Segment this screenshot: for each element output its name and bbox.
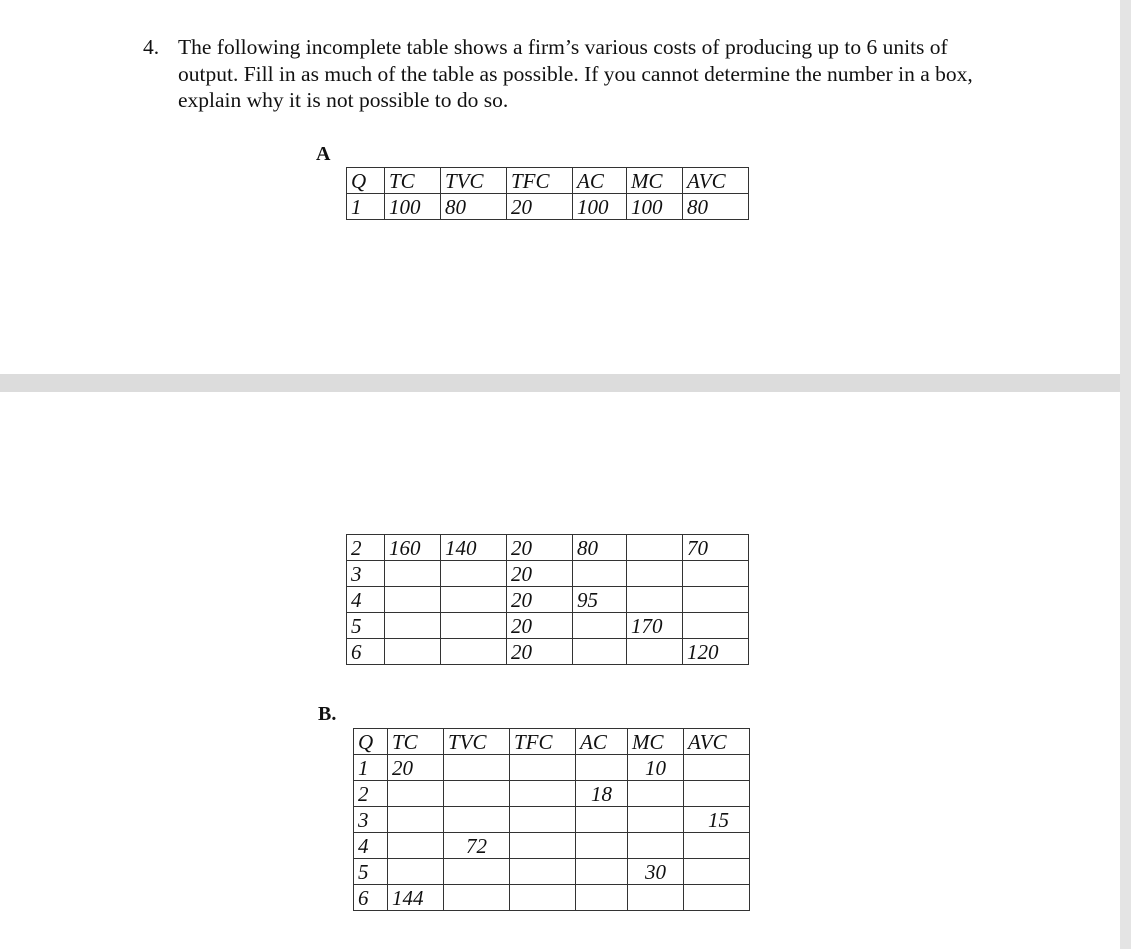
document-page-top [0, 0, 1120, 374]
table-cell [388, 807, 444, 833]
table-row [347, 535, 749, 561]
table-cell [684, 859, 750, 885]
table-cell: 80 [683, 194, 749, 220]
table-cell [683, 561, 749, 587]
table-cell [573, 639, 627, 665]
page-separator [0, 374, 1120, 392]
table-cell: 2 [347, 535, 385, 561]
table-cell [510, 885, 576, 911]
table-cell [684, 781, 750, 807]
table-cell [627, 587, 683, 613]
section-a-label: A [316, 143, 331, 165]
table-cell [684, 755, 750, 781]
table-cell: 80 [441, 194, 507, 220]
table-cell [628, 807, 684, 833]
table-cell [627, 639, 683, 665]
table-row [354, 833, 750, 859]
table-cell [576, 859, 628, 885]
table-cell [576, 755, 628, 781]
header-cell: AVC [684, 729, 750, 755]
table-cell [444, 859, 510, 885]
table-cell [441, 639, 507, 665]
table-cell: 5 [354, 859, 388, 885]
table-cell: 20 [507, 639, 573, 665]
table-cell [444, 807, 510, 833]
table-cell [510, 781, 576, 807]
table-cell [576, 833, 628, 859]
table-cell [576, 885, 628, 911]
table-cell: 5 [347, 613, 385, 639]
table-cell: 3 [354, 807, 388, 833]
table-row [347, 613, 749, 639]
table-cell: 20 [507, 194, 573, 220]
table-cell: 100 [573, 194, 627, 220]
table-cell [684, 833, 750, 859]
header-cell: TVC [444, 729, 510, 755]
table-cell [510, 807, 576, 833]
table-cell [385, 561, 441, 587]
header-cell: Q [354, 729, 388, 755]
table-cell: 20 [507, 535, 573, 561]
table-cell [385, 639, 441, 665]
table-cell [576, 807, 628, 833]
table-cell: 1 [354, 755, 388, 781]
table-row [347, 194, 749, 220]
header-cell: TVC [441, 168, 507, 194]
table-cell [627, 561, 683, 587]
header-cell: TC [388, 729, 444, 755]
header-cell: Q [347, 168, 385, 194]
table-cell: 2 [354, 781, 388, 807]
table-row [354, 807, 750, 833]
header-cell: AC [573, 168, 627, 194]
table-cell [628, 781, 684, 807]
table-cell [444, 885, 510, 911]
table-row [347, 639, 749, 665]
table-cell [628, 885, 684, 911]
table-cell [441, 613, 507, 639]
header-cell: TFC [510, 729, 576, 755]
table-cell: 6 [354, 885, 388, 911]
header-cell: TC [385, 168, 441, 194]
table-cell [444, 755, 510, 781]
header-cell: AVC [683, 168, 749, 194]
table-cell [573, 613, 627, 639]
table-cell: 120 [683, 639, 749, 665]
table-cell [684, 885, 750, 911]
table-cell: 4 [354, 833, 388, 859]
table-cell [510, 833, 576, 859]
table-cell: 160 [385, 535, 441, 561]
table-cell [627, 535, 683, 561]
table-cell [573, 561, 627, 587]
table-cell: 140 [441, 535, 507, 561]
header-cell: MC [627, 168, 683, 194]
table-row [347, 561, 749, 587]
table-cell [441, 587, 507, 613]
table-cell: 30 [628, 859, 684, 885]
table-cell [385, 613, 441, 639]
table-cell [385, 587, 441, 613]
table-row [347, 587, 749, 613]
table-cell: 3 [347, 561, 385, 587]
table-b [353, 728, 750, 911]
header-cell: TFC [507, 168, 573, 194]
table-cell [388, 859, 444, 885]
table-cell: 1 [347, 194, 385, 220]
table-cell: 100 [627, 194, 683, 220]
table-cell: 20 [507, 587, 573, 613]
table-cell [388, 781, 444, 807]
table-row [354, 885, 750, 911]
table-cell [510, 859, 576, 885]
header-cell: AC [576, 729, 628, 755]
table-cell: 144 [388, 885, 444, 911]
table-header-row [347, 168, 749, 194]
question-number: 4. [143, 35, 160, 59]
table-row [354, 755, 750, 781]
table-cell [510, 755, 576, 781]
table-a-part-1 [346, 167, 749, 220]
table-cell: 170 [627, 613, 683, 639]
table-cell: 10 [628, 755, 684, 781]
table-cell: 70 [683, 535, 749, 561]
table-cell: 18 [576, 781, 628, 807]
document-page-bottom [0, 392, 1120, 949]
table-cell: 100 [385, 194, 441, 220]
table-cell [388, 833, 444, 859]
table-cell: 15 [684, 807, 750, 833]
header-cell: MC [628, 729, 684, 755]
table-cell: 20 [507, 561, 573, 587]
table-cell [628, 833, 684, 859]
table-cell: 20 [507, 613, 573, 639]
table-cell: 72 [444, 833, 510, 859]
table-a-part-2 [346, 534, 749, 665]
table-cell [683, 613, 749, 639]
table-row [354, 859, 750, 885]
table-row [354, 781, 750, 807]
table-cell [683, 587, 749, 613]
section-b-label: B. [318, 703, 337, 725]
table-cell: 20 [388, 755, 444, 781]
question-text: The following incomplete table shows a firm’s various costs of producing up to 6 units of output. Fill in as much of the table as possible. If you cannot determine the number in a box, explain why it is not possible to do so. [178, 35, 973, 112]
table-cell: 80 [573, 535, 627, 561]
table-cell: 6 [347, 639, 385, 665]
page-edge [1120, 0, 1131, 949]
table-cell [441, 561, 507, 587]
table-cell [444, 781, 510, 807]
table-header-row [354, 729, 750, 755]
table-cell: 4 [347, 587, 385, 613]
table-cell: 95 [573, 587, 627, 613]
